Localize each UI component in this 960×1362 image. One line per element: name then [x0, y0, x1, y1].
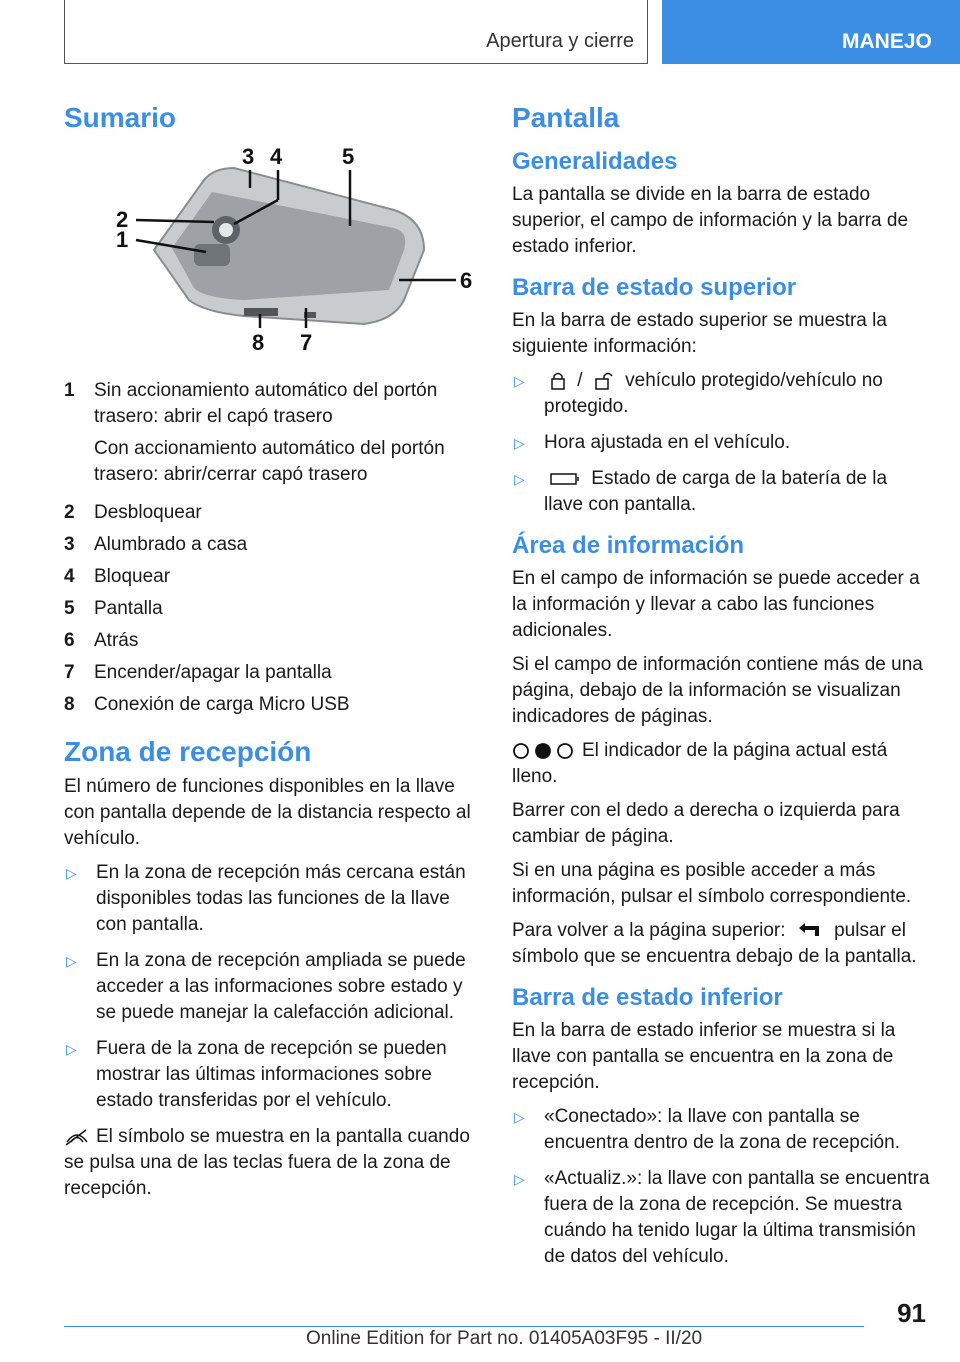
list-item: ▷ / vehículo protegido/vehículo no protegido.: [512, 368, 930, 420]
area-p3-paragraph: El indicador de la página actual está lleno.: [512, 740, 888, 787]
list-item: ▷ En la zona de recepción más cercana están disponibles todas las funciones de la llave con pantalla.: [64, 860, 476, 938]
heading-barra-superior: Barra de estado superior: [512, 274, 797, 301]
triangle-bullet-icon: ▷: [514, 471, 525, 487]
page-number: 91: [897, 1298, 926, 1328]
list-item: 7 Encender/apagar la pantalla: [64, 662, 332, 683]
list-item: ▷ Estado de carga de la batería de la llave con pantalla.: [512, 466, 930, 518]
heading-barra-inferior: Barra de estado inferior: [512, 984, 783, 1011]
figure-label-8: 8: [252, 330, 265, 355]
figure-label-6: 6: [460, 268, 473, 293]
list-item: ▷ En la zona de recepción ampliada se puede acceder a las informaciones sobre estado y se puede manejar la calefacción adicional.: [64, 948, 476, 1026]
zona-symbol-paragraph: El símbolo se muestra en la pantalla cuando se pulsa una de las teclas fuera de la zona de recepción.: [64, 1126, 470, 1199]
superior-bullets: [512, 368, 930, 518]
area-p5: Si en una página es posible acceder a más información, pulsar el símbolo correspondiente.: [512, 860, 912, 907]
heading-sumario: Sumario: [64, 102, 177, 133]
list-item: 8 Conexión de carga Micro USB: [64, 694, 350, 715]
area-p6-paragraph: Para volver a la página superior: pulsar el símbolo que se encuentra debajo de la pantalla.: [512, 920, 917, 967]
lock-open-icon: [594, 371, 614, 391]
list-item: ▷ «Actualiz.»: la llave con pantalla se encuentra fuera de la zona de recepción. Se muestra cuándo ha tenido lugar la última transmisión de datos del vehículo.: [512, 1166, 930, 1270]
triangle-bullet-icon: ▷: [514, 1109, 525, 1125]
back-arrow-icon: [797, 922, 823, 940]
heading-zona: Zona de recepción: [64, 736, 312, 767]
zona-intro: El número de funciones disponibles en la llave con pantalla depende de la distancia respecto al vehículo.: [64, 776, 471, 849]
heading-generalidades: Generalidades: [512, 148, 678, 175]
superior-intro: En la barra de estado superior se muestra la siguiente información:: [512, 310, 887, 357]
triangle-bullet-icon: ▷: [514, 373, 525, 389]
sumario-list: [64, 378, 476, 718]
list-item: 6 Atrás: [64, 630, 139, 651]
figure-label-3: 3: [242, 144, 255, 169]
figure-label-1: 1: [116, 227, 129, 252]
triangle-bullet-icon: ▷: [514, 1171, 525, 1187]
header-chapter-tab[interactable]: MANEJO: [662, 0, 960, 64]
area-p2: Si el campo de información contiene más de una página, debajo de la información se visualizan indicadores de páginas.: [512, 654, 923, 727]
no-signal-icon: [64, 1128, 90, 1146]
triangle-bullet-icon: ▷: [514, 435, 525, 451]
list-item: 2 Desbloquear: [64, 502, 202, 523]
figure-label-2: 2: [116, 207, 129, 232]
inferior-intro: En la barra de estado inferior se muestra si la llave con pantalla se encuentra en la zona de recepción.: [512, 1020, 896, 1093]
left-column: [64, 96, 476, 1210]
area-p4: Barrer con el dedo a derecha o izquierda para cambiar de página.: [512, 800, 900, 847]
general-text: La pantalla se divide en la barra de estado superior, el campo de información y la barra de estado inferior.: [512, 184, 909, 257]
list-item: 5 Pantalla: [64, 598, 163, 619]
triangle-bullet-icon: ▷: [66, 1041, 77, 1057]
list-item: ▷ Fuera de la zona de recepción se pueden mostrar las últimas informaciones sobre estado transferidas por el vehículo.: [64, 1036, 476, 1114]
figure-label-7: 7: [300, 330, 313, 355]
list-item: ▷ Hora ajustada en el vehículo.: [512, 430, 930, 456]
triangle-bullet-icon: ▷: [66, 865, 77, 881]
header-section-title: Apertura y cierre: [486, 30, 634, 52]
list-item: 3 Alumbrado a casa: [64, 534, 248, 555]
page-indicator-icon: [512, 742, 574, 760]
battery-icon: [550, 472, 580, 486]
key-figure: [94, 140, 484, 370]
list-item: 1 Sin accionamiento automático del portón trasero: abrir el capó trasero Con accionamiento automático del portón trasero: abrir/cerrar capó trasero: [64, 380, 445, 485]
area-p1: En el campo de información se puede acceder a la información y llevar a cabo las funciones adicionales.: [512, 568, 920, 641]
list-item: ▷ «Conectado»: la llave con pantalla se encuentra dentro de la zona de recepción.: [512, 1104, 930, 1156]
triangle-bullet-icon: ▷: [66, 953, 77, 969]
footer-divider: [64, 1326, 864, 1327]
heading-pantalla: Pantalla: [512, 102, 620, 133]
heading-area-informacion: Área de información: [512, 532, 745, 559]
inferior-bullets: [512, 1104, 930, 1270]
zona-bullets: [64, 860, 476, 1114]
right-column: [512, 96, 930, 1280]
list-item: 4 Bloquear: [64, 566, 171, 587]
edition-note: Online Edition for Part no. 01405A03F95 - II/20: [306, 1328, 703, 1349]
lock-closed-icon: [550, 371, 566, 391]
figure-label-5: 5: [342, 144, 355, 169]
figure-label-4: 4: [270, 144, 283, 169]
display-key-illustration: [94, 140, 484, 370]
